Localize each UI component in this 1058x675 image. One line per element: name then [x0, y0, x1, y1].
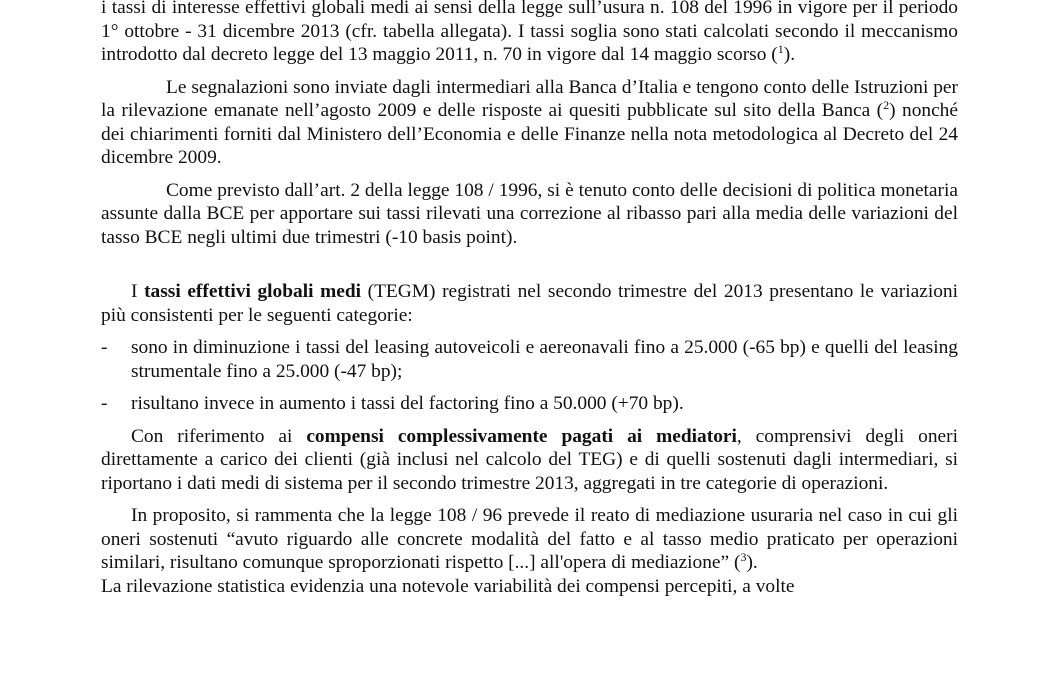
paragraph-6-text: In proposito, si rammenta che la legge 108 / 96 prevede il reato di mediazione usuraria nel caso in cui gli oneri sostenuti “avuto riguardo alle concrete modalità del fatto e al tasso medio praticato per operazioni similari, risultano comunque sproporzionati rispetto [...] all'opera di mediazione” ( [101, 505, 958, 573]
list-item-text: sono in diminuzione i tassi del leasing autoveicoli e aereonavali fino a 25.000 (-65 bp) e quelli del leasing strumentale fino a 25.000 (-47 bp); [131, 337, 958, 382]
mediator-fees-term: compensi complessivamente pagati ai mediatori [306, 425, 737, 447]
footnote-ref-3[interactable]: 3 [740, 550, 747, 564]
paragraph-1-text: i tassi di interesse effettivi globali medi ai sensi della legge sull’usura n. 108 del 1996 in vigore per il periodo 1° ottobre - 31 dicembre 2013 (cfr. tabella allegata). I tassi soglia sono stati calcolati secondo il meccanismo introdotto dal decreto legge del 13 maggio 2011, n. 70 in vigore dal 14 maggio scorso ( [101, 0, 958, 65]
paragraph-2 [101, 76, 958, 170]
paragraph-6-end: ). [746, 552, 758, 573]
paragraph-1-end: ). [783, 44, 796, 65]
paragraph-4-text: (TEGM) registrati nel secondo trimestre del 2013 presentano le variazioni più consistenti per le seguenti categorie: [101, 281, 958, 326]
paragraph-2-end: ) nonché dei chiarimenti forniti dal Ministero dell’Economia e delle Finanze nella nota metodologica al Decreto del 24 dicembre 2009. [101, 100, 958, 168]
paragraph-1 [101, 0, 958, 67]
paragraph-4 [101, 280, 958, 327]
paragraph-5 [101, 425, 958, 496]
list-item-1 [101, 336, 958, 383]
paragraph-5-text: , comprensivi degli oneri direttamente a carico dei clienti (già inclusi nel calcolo del TEG) e di quelli sostenuti dagli intermediari, si riportano i dati medi di sistema per il secondo trimestre 2013, aggregati in tre categorie di operazioni. [101, 425, 958, 494]
list-item-2 [101, 392, 958, 416]
footnote-ref-1[interactable]: 1 [777, 42, 784, 56]
paragraph-3: Come previsto dall’art. 2 della legge 108 / 1996, si è tenuto conto delle decisioni di politica monetaria assunte dalla BCE per apportare sui tassi rilevati una correzione al ribasso pari alla media delle variazioni del tasso BCE negli ultimi due trimestri (-10 basis point). [101, 179, 958, 248]
paragraph-6 [101, 504, 958, 575]
paragraph-2-text: Le segnalazioni sono inviate dagli intermediari alla Banca d’Italia e tengono conto delle Istruzioni per la rilevazione emanate nell’agosto 2009 e delle risposte ai quesiti pubblicate sul sito della Banca ( [101, 76, 958, 121]
document-page [101, 0, 958, 598]
paragraph-4-lead: I [131, 281, 145, 302]
tegm-term: tassi effettivi globali medi [144, 281, 362, 302]
list-item-text: risultano invece in aumento i tassi del factoring fino a 50.000 (+70 bp). [131, 393, 684, 414]
paragraph-5-lead: Con riferimento ai [131, 425, 307, 447]
footnote-ref-2[interactable]: 2 [883, 98, 890, 112]
list-dash: - [101, 337, 108, 358]
list-dash: - [101, 393, 108, 414]
paragraph-6-continuation: La rilevazione statistica evidenzia una notevole variabilità dei compensi percepiti, a volte [101, 575, 795, 597]
